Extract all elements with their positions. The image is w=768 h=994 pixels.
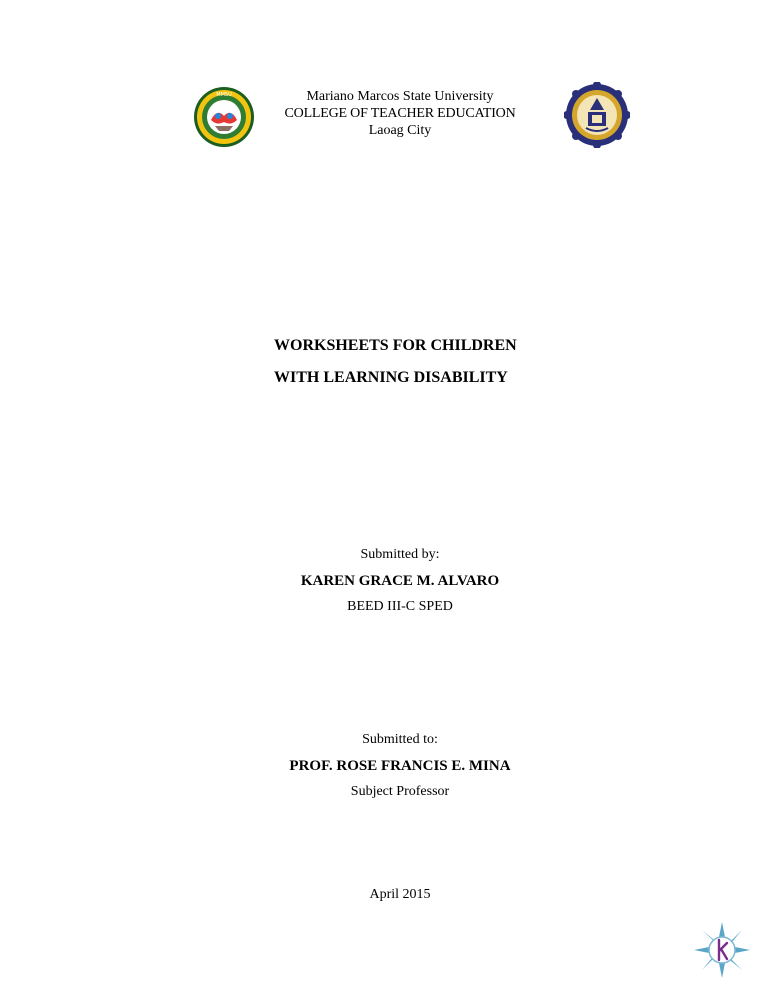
university-name bbox=[250, 88, 550, 105]
svg-text:MMSU: MMSU bbox=[216, 92, 232, 98]
document-title bbox=[274, 330, 517, 394]
submitted-by-block bbox=[250, 542, 550, 620]
university-word: Marcos bbox=[357, 89, 403, 104]
author-section: BEED III-C SPED bbox=[347, 599, 453, 614]
author-name: KAREN GRACE M. ALVARO bbox=[300, 573, 500, 589]
college-seal-icon bbox=[564, 82, 630, 148]
submitted-to-block bbox=[250, 727, 550, 805]
submission-date: April 2015 bbox=[369, 887, 431, 902]
submitted-to-label: Submitted to: bbox=[362, 732, 438, 747]
mmsu-seal-icon bbox=[193, 86, 255, 148]
college-name: COLLEGE OF TEACHER EDUCATION bbox=[284, 106, 516, 121]
k-star-logo-icon bbox=[692, 920, 752, 980]
city-name: Laoag City bbox=[368, 123, 432, 138]
title-line-1: WORKSHEETS FOR CHILDREN bbox=[274, 337, 517, 354]
university-word: Mariano bbox=[306, 89, 358, 104]
professor-role: Subject Professor bbox=[350, 784, 450, 799]
university-word: State bbox=[402, 89, 435, 104]
institution-header bbox=[250, 88, 550, 139]
professor-name: PROF. ROSE FRANCIS E. MINA bbox=[289, 758, 511, 774]
university-word: University bbox=[434, 89, 494, 104]
submitted-by-label: Submitted by: bbox=[360, 547, 440, 562]
title-line-2: WITH LEARNING DISABILITY bbox=[274, 369, 508, 386]
